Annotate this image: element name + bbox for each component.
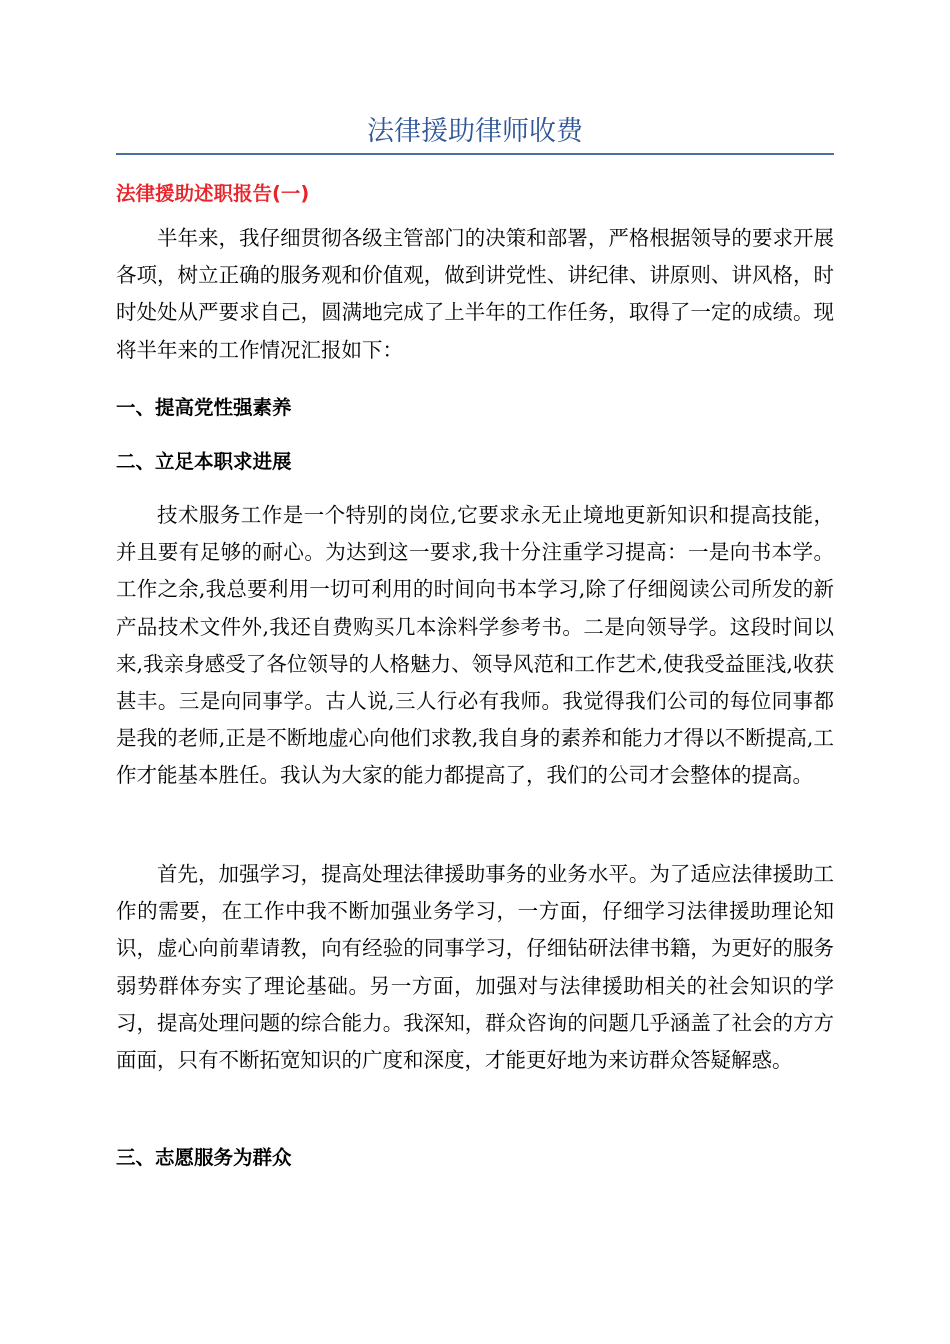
title-underline-rule	[116, 153, 834, 155]
body-paragraph-legal-aid: 首先，加强学习，提高处理法律援助事务的业务水平。为了适应法律援助工作的需要，在工作中我不断加强业务学习，一方面，仔细学习法律援助理论知识，虚心向前辈请教，向有经验的同事学习，仔细钻研法律书籍，为更好的服务弱势群体夯实了理论基础。另一方面，加强对与法律援助相关的社会知识的学习，提高处理问题的综合能力。我深知，群众咨询的问题几乎涵盖了社会的方方面面，只有不断拓宽知识的广度和深度，才能更好地为来访群众答疑解惑。	[116, 862, 834, 1073]
heading-one: 一、提高党性强素养	[116, 396, 292, 419]
heading-two: 二、立足本职求进展	[116, 450, 292, 473]
document-title: 法律援助律师收费	[367, 116, 583, 147]
heading-three: 三、志愿服务为群众	[116, 1146, 292, 1169]
intro-paragraph: 半年来，我仔细贯彻各级主管部门的决策和部署，严格根据领导的要求开展各项，树立正确的服务观和价值观，做到讲党性、讲纪律、讲原则、讲风格，时时处处从严要求自己，圆满地完成了上半年的工作任务，取得了一定的成绩。现将半年来的工作情况汇报如下：	[116, 226, 834, 362]
body-paragraph-study: 技术服务工作是一个特别的岗位,它要求永无止境地更新知识和提高技能，并且要有足够的耐心。为达到这一要求,我十分注重学习提高：一是向书本学。工作之余,我总要利用一切可利用的时间向书本学习,除了仔细阅读公司所发的新产品技术文件外,我还自费购买几本涂料学参考书。二是向领导学。这段时间以来,我亲身感受了各位领导的人格魅力、领导风范和工作艺术,使我受益匪浅,收获甚丰。三是向同事学。古人说,三人行必有我师。我觉得我们公司的每位同事都是我的老师,正是不断地虚心向他们求教,我自身的素养和能力才得以不断提高,工作才能基本胜任。我认为大家的能力都提高了，我们的公司才会整体的提高。	[116, 503, 834, 788]
section-title: 法律援助述职报告(一)	[116, 182, 310, 205]
